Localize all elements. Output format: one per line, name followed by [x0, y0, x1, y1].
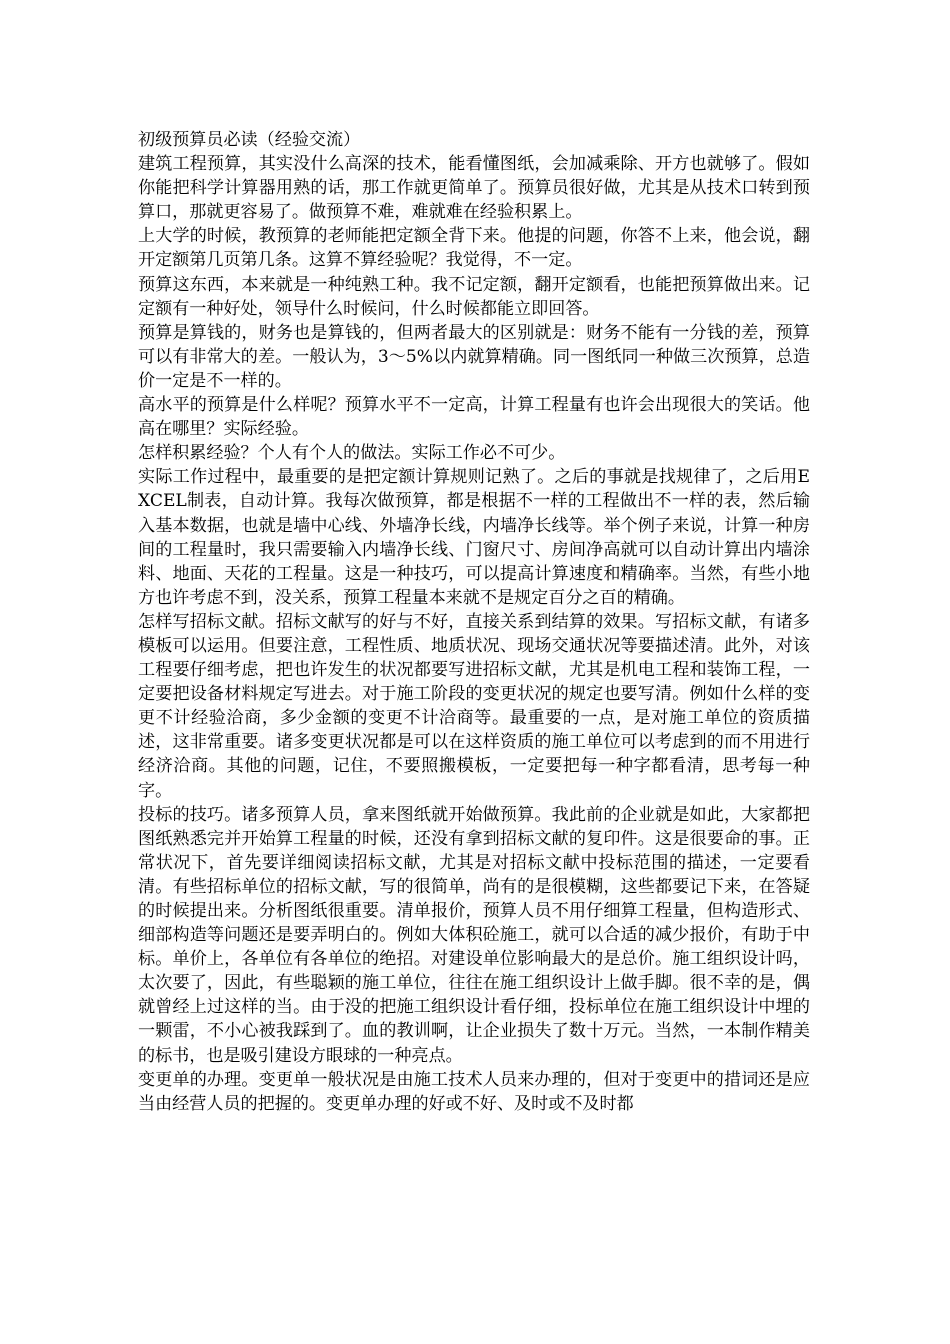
document-page [138, 128, 810, 1116]
paragraph-teacher: 上大学的时候，教预算的老师能把定额全背下来。他提的问题，你答不上来，他会说，翻开定额第几页第几条。这算不算经验呢？我觉得，不一定。 [138, 226, 810, 271]
paragraph-high-level: 高水平的预算是什么样呢？预算水平不一定高，计算工程量有也许会出现很大的笑话。他高在哪里？实际经验。 [138, 395, 810, 440]
paragraph-intro: 建筑工程预算，其实没什么高深的技术，能看懂图纸，会加减乘除、开方也就够了。假如你能把科学计算器用熟的话，那工作就更简单了。预算员很好做，尤其是从技术口转到预算口，那就更容易了。做预算不难，难就难在经验积累上。 [138, 154, 810, 223]
paragraph-finance-vs-budget: 预算是算钱的，财务也是算钱的，但两者最大的区别就是：财务不能有一分钱的差，预算可以有非常大的差。一般认为，3～5%以内就算精确。同一图纸同一种做三次预算，总造价一定是不一样的。 [138, 322, 810, 391]
paragraph-change-orders: 变更单的办理。变更单一般状况是由施工技术人员来办理的，但对于变更中的措词还是应当由经营人员的把握的。变更单办理的好或不好、及时或不及时都 [138, 1069, 810, 1114]
paragraph-skilled-work: 预算这东西，本来就是一种纯熟工种。我不记定额，翻开定额看，也能把预算做出来。记定额有一种好处，领导什么时候问，什么时候都能立即回答。 [138, 274, 810, 319]
paragraph-tender-documents: 怎样写招标文献。招标文献写的好与不好，直接关系到结算的效果。写招标文献，有诸多模板可以运用。但要注意，工程性质、地质状况、现场交通状况等要描述清。此外，对该工程要仔细考虑，把也许发生的状况都要写进招标文献，尤其是机电工程和装饰工程，一定要把设备材料规定写进去。对于施工阶段的变更状况的规定也要写清。例如什么样的变更不计经验洽商，多少金额的变更不计洽商等。最重要的一点，是对施工单位的资质描述，这非常重要。诸多变更状况都是可以在这样资质的施工单位可以考虑到的而不用进行经济洽商。其他的问题，记住，不要照搬模板，一定要把每一种字都看清，思考每一种字。 [138, 611, 810, 801]
paragraph-accumulate-experience: 怎样积累经验？个人有个人的做法。实际工作必不可少。 [138, 443, 566, 464]
paragraph-bidding-skills: 投标的技巧。诸多预算人员，拿来图纸就开始做预算。我此前的企业就是如此，大家都把图纸熟悉完并开始算工程量的时候，还没有拿到招标文献的复印件。这是很要命的事。正常状况下，首先要详细阅读招标文献，尤其是对招标文献中投标范围的描述，一定要看清。有些招标单位的招标文献，写的很简单，尚有的是很模糊，这些都要记下来，在答疑的时候提出来。分析图纸很重要。清单报价，预算人员不用仔细算工程量，但构造形式、细部构造等问题还是要弄明白的。例如大体积砼施工，就可以合适的减少报价，有助于中标。单价上，各单位有各单位的绝招。对建设单位影响最大的是总价。施工组织设计吗，太次要了，因此，有些聪颖的施工单位，往往在施工组织设计上做手脚。很不幸的是，偶就曾经上过这样的当。由于没的把施工组织设计看仔细，投标单位在施工组织设计中埋的一颗雷，不小心被我踩到了。血的教训啊，让企业损失了数十万元。当然，一本制作精美的标书，也是吸引建设方眼球的一种亮点。 [138, 804, 810, 1066]
document-title: 初级预算员必读（经验交流） [138, 130, 361, 150]
paragraph-practical-work: 实际工作过程中，最重要的是把定额计算规则记熟了。之后的事就是找规律了，之后用EXCEL制表，自动计算。我每次做预算，都是根据不一样的工程做出不一样的表，然后输入基本数据，也就是墙中心线、外墙净长线，内墙净长线等。举个例子来说，计算一种房间的工程量时，我只需要输入内墙净长线、门窗尺寸、房间净高就可以自动计算出内墙涂料、地面、天花的工程量。这是一种技巧，可以提高计算速度和精确率。当然，有些小地方也许考虑不到，没关系，预算工程量本来就不是规定百分之百的精确。 [138, 467, 810, 608]
